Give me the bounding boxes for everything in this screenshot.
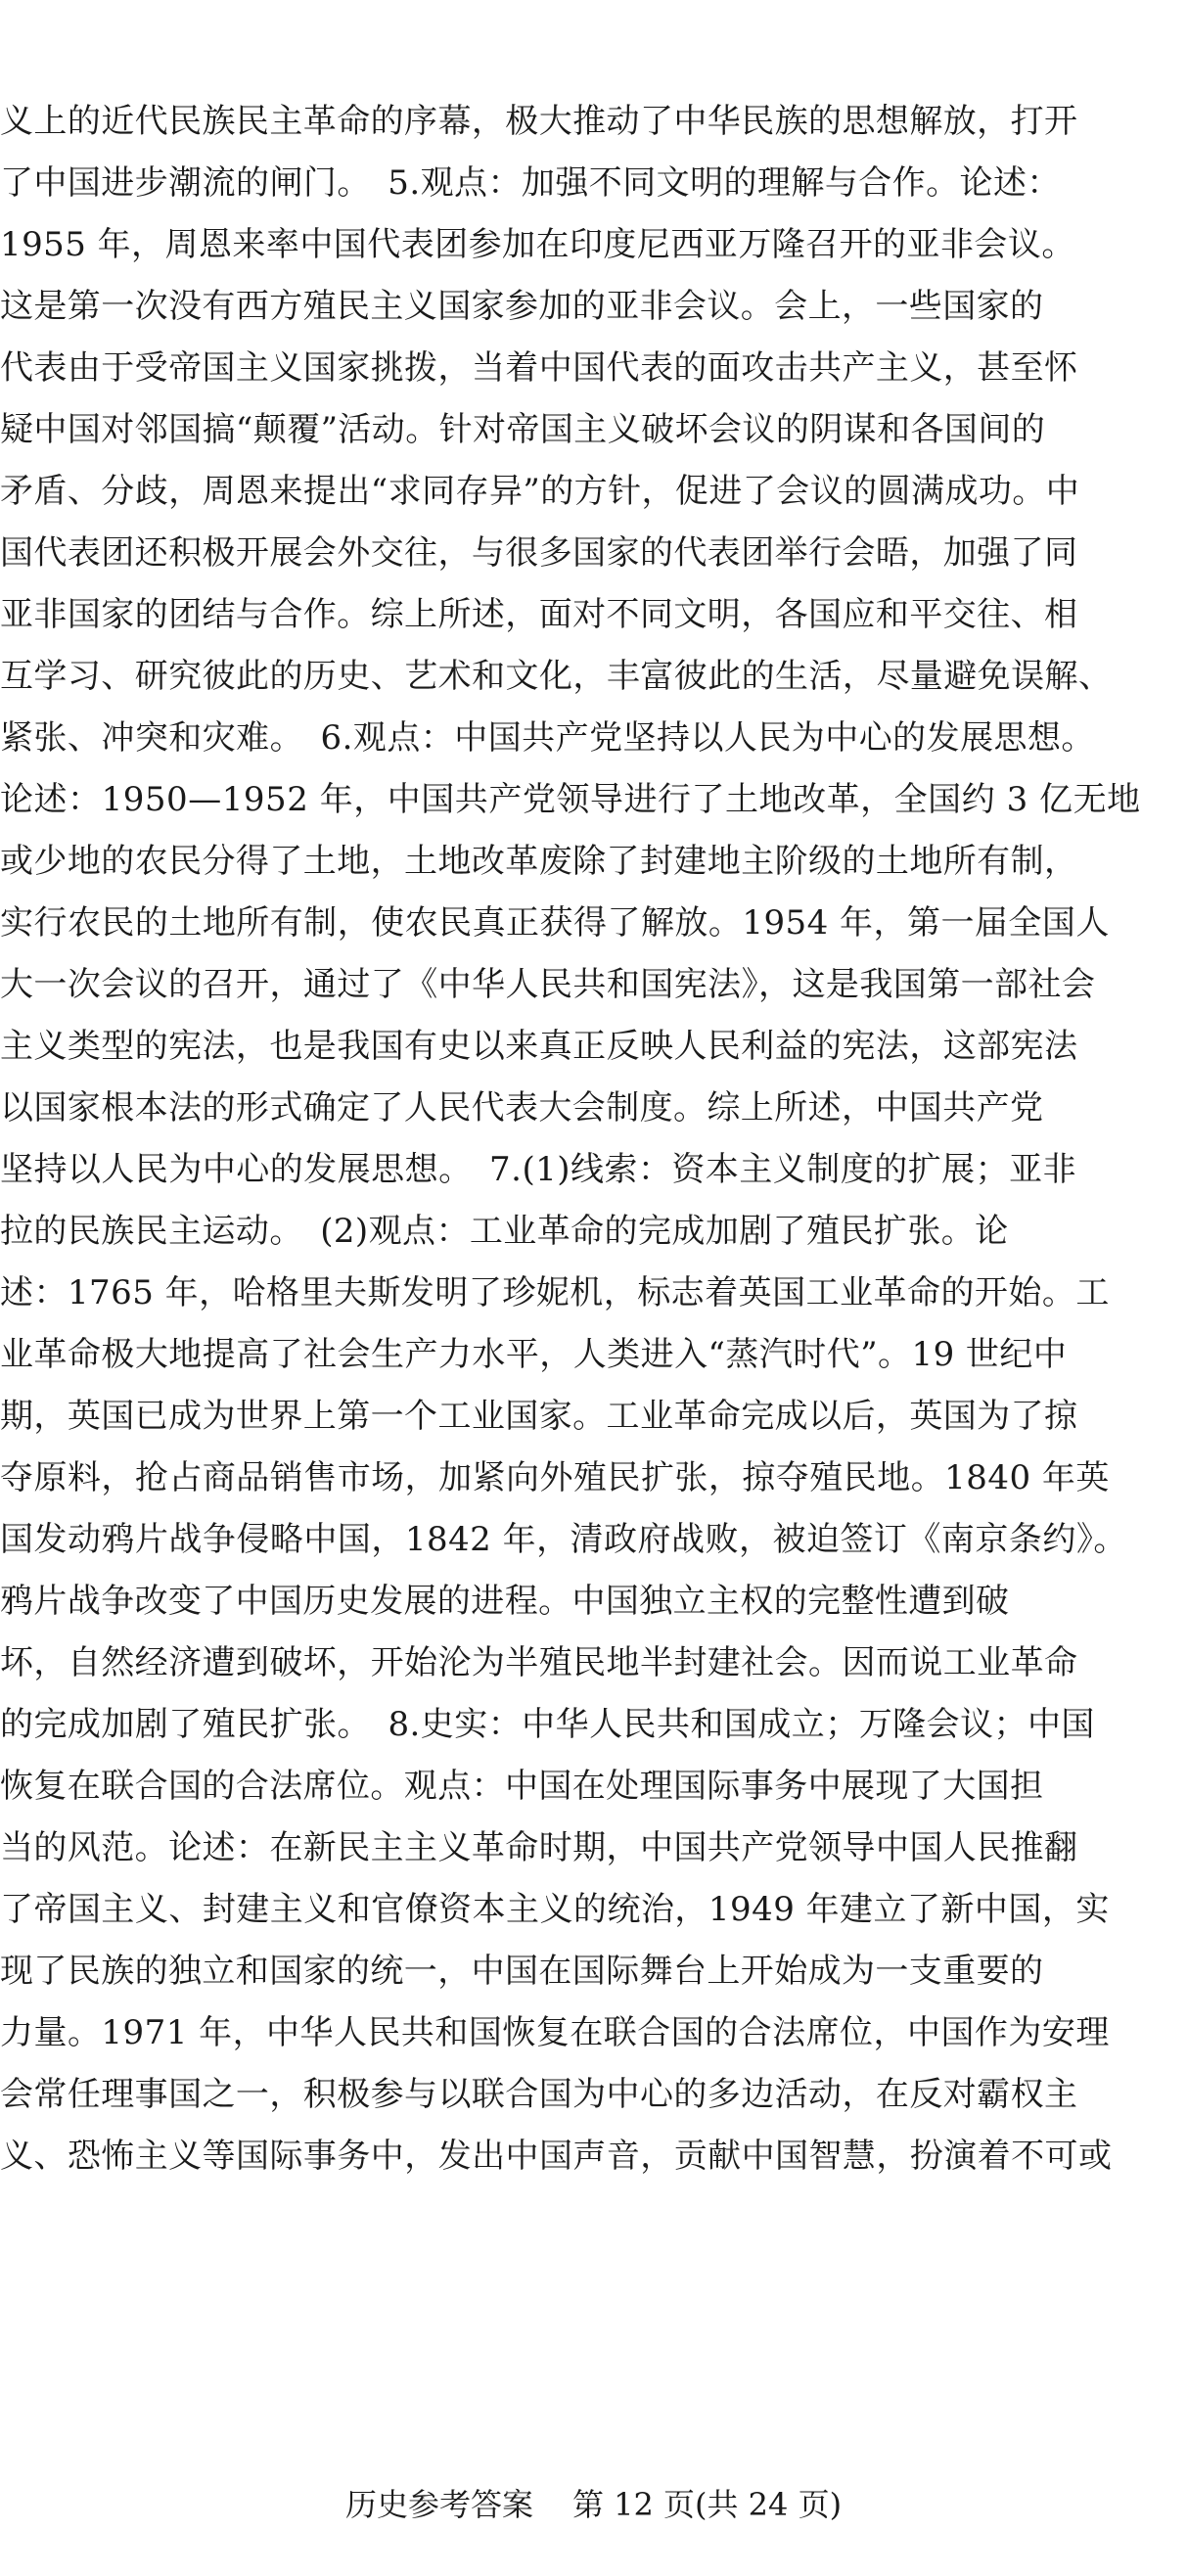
text-line: 了帝国主义、封建主义和官僚资本主义的统治，1949 年建立了新中国，实 bbox=[0, 1890, 1110, 1929]
text-line: 以国家根本法的形式确定了人民代表大会制度。综上所述，中国共产党 bbox=[0, 1088, 1044, 1127]
footer-page-number: 第 12 页(共 24 页) bbox=[571, 2486, 843, 2523]
text-line: 业革命极大地提高了社会生产力水平，人类进入“蒸汽时代”。19 世纪中 bbox=[0, 1335, 1068, 1374]
text-line: 夺原料，抢占商品销售市场，加紧向外殖民扩张，掠夺殖民地。1840 年英 bbox=[0, 1458, 1110, 1497]
text-line: 紧张、冲突和灾难。 6.观点：中国共产党坚持以人民为中心的发展思想。 bbox=[0, 718, 1095, 758]
text-line: 会常任理事国之一，积极参与以联合国为中心的多边活动，在反对霸权主 bbox=[0, 2075, 1078, 2114]
text-line: 的完成加剧了殖民扩张。 8.史实：中华人民共和国成立；万隆会议；中国 bbox=[0, 1705, 1095, 1744]
footer-subject: 历史参考答案 bbox=[344, 2486, 533, 2523]
text-line: 拉的民族民主运动。 (2)观点：工业革命的完成加剧了殖民扩张。论 bbox=[0, 1212, 1009, 1251]
text-line: 述：1765 年，哈格里夫斯发明了珍妮机，标志着英国工业革命的开始。工 bbox=[0, 1273, 1110, 1312]
text-line: 期，英国已成为世界上第一个工业国家。工业革命完成以后，英国为了掠 bbox=[0, 1397, 1078, 1436]
text-line: 恢复在联合国的合法席位。观点：中国在处理国际事务中展现了大国担 bbox=[0, 1767, 1044, 1806]
text-line: 实行农民的土地所有制，使农民真正获得了解放。1954 年，第一届全国人 bbox=[0, 903, 1110, 943]
text-line: 1955 年，周恩来率中国代表团参加在印度尼西亚万隆召开的亚非会议。 bbox=[0, 225, 1075, 264]
text-line: 亚非国家的团结与合作。综上所述，面对不同文明，各国应和平交往、相 bbox=[0, 595, 1078, 634]
answer-text-body bbox=[0, 91, 1187, 2187]
text-line: 鸦片战争改变了中国历史发展的进程。中国独立主权的完整性遭到破 bbox=[0, 1582, 1010, 1621]
text-line: 当的风范。论述：在新民主主义革命时期，中国共产党领导中国人民推翻 bbox=[0, 1828, 1078, 1867]
text-line: 义上的近代民族民主革命的序幕，极大推动了中华民族的思想解放，打开 bbox=[0, 102, 1078, 141]
text-line: 或少地的农民分得了土地，土地改革废除了封建地主阶级的土地所有制， bbox=[0, 842, 1078, 881]
text-line: 了中国进步潮流的闸门。 5.观点：加强不同文明的理解与合作。论述： bbox=[0, 163, 1061, 203]
text-line: 疑中国对邻国搞“颠覆”活动。针对帝国主义破坏会议的阴谋和各国间的 bbox=[0, 410, 1046, 449]
text-line: 现了民族的独立和国家的统一，中国在国际舞台上开始成为一支重要的 bbox=[0, 1952, 1044, 1991]
text-line: 论述：1950—1952 年，中国共产党领导进行了土地改革，全国约 3 亿无地 bbox=[0, 780, 1141, 819]
text-line: 坚持以人民为中心的发展思想。 7.(1)线索：资本主义制度的扩展；亚非 bbox=[0, 1150, 1077, 1189]
text-line: 这是第一次没有西方殖民主义国家参加的亚非会议。会上，一些国家的 bbox=[0, 287, 1044, 326]
text-line: 矛盾、分歧，周恩来提出“求同存异”的方针，促进了会议的圆满成功。中 bbox=[0, 472, 1080, 511]
text-line: 国代表团还积极开展会外交往，与很多国家的代表团举行会晤，加强了同 bbox=[0, 533, 1078, 573]
text-line: 大一次会议的召开，通过了《中华人民共和国宪法》，这是我国第一部社会 bbox=[0, 965, 1096, 1004]
page-footer bbox=[0, 2481, 1187, 2528]
text-line: 代表由于受帝国主义国家挑拨，当着中国代表的面攻击共产主义，甚至怀 bbox=[0, 348, 1078, 388]
text-line: 国发动鸦片战争侵略中国，1842 年，清政府战败，被迫签订《南京条约》。 bbox=[0, 1520, 1127, 1559]
text-line: 主义类型的宪法，也是我国有史以来真正反映人民利益的宪法，这部宪法 bbox=[0, 1027, 1078, 1066]
text-line: 义、恐怖主义等国际事务中，发出中国声音，贡献中国智慧，扮演着不可或 bbox=[0, 2137, 1113, 2176]
text-line: 力量。1971 年，中华人民共和国恢复在联合国的合法席位，中国作为安理 bbox=[0, 2013, 1110, 2052]
text-line: 互学习、研究彼此的历史、艺术和文化，丰富彼此的生活，尽量避免误解、 bbox=[0, 657, 1113, 696]
text-line: 坏，自然经济遭到破坏，开始沦为半殖民地半封建社会。因而说工业革命 bbox=[0, 1643, 1078, 1682]
